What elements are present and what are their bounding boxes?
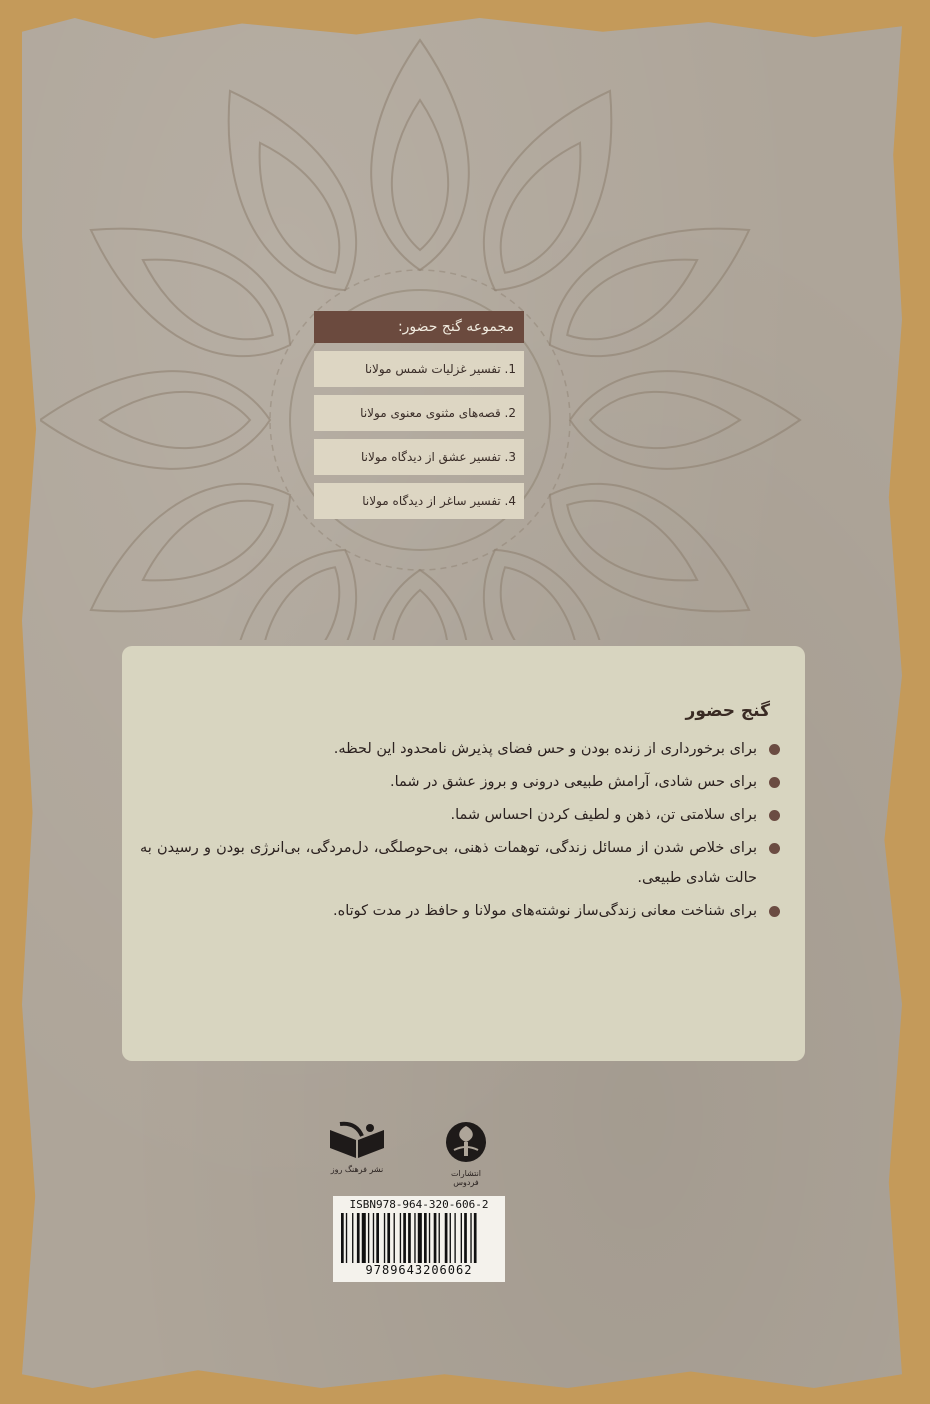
series-item-2: 2. قصه‌های مثنوی معنوی مولانا: [314, 395, 524, 431]
bullet-dot-icon: [769, 777, 780, 788]
barcode-bars: [339, 1213, 499, 1263]
bullet-text: برای سلامتی تن، ذهن و لطیف کردن احساس شما.: [450, 807, 757, 823]
series-item-4: 4. تفسیر ساغر از دیدگاه مولانا: [314, 483, 524, 519]
farhang-publisher-logo: [322, 1120, 392, 1174]
bullet-item: [140, 896, 780, 926]
bullet-text: برای شناخت معانی زندگی‌ساز نوشته‌های مولانا و حافظ در مدت کوتاه.: [333, 903, 757, 919]
bullet-dot-icon: [769, 744, 780, 755]
isbn-barcode: [333, 1196, 505, 1282]
ferdos-publisher-logo: [441, 1120, 491, 1187]
ferdos-logo-icon: [444, 1120, 488, 1164]
bullet-dot-icon: [769, 843, 780, 854]
series-list: [314, 311, 524, 519]
open-book-icon: [326, 1120, 388, 1160]
bullet-item: [140, 734, 780, 764]
bullet-text: برای برخورداری از زنده بودن و حس فضای پذیرش نامحدود این لحظه.: [333, 741, 757, 757]
bullet-item: [140, 767, 780, 797]
bullet-item: [140, 833, 780, 893]
bullet-text: برای حس شادی، آرامش طبیعی درونی و بروز عشق در شما.: [389, 774, 757, 790]
description-title: گنج حضور: [685, 701, 770, 721]
description-bullets: [140, 734, 780, 929]
description-panel: [122, 646, 805, 1061]
barcode-number: 9789643206062: [365, 1263, 473, 1277]
bullet-dot-icon: [769, 906, 780, 917]
ferdos-caption: انتشارات فردوس: [450, 1169, 482, 1187]
series-title: مجموعه گنج حضور:: [314, 311, 524, 343]
isbn-text: ISBN978-964-320-606-2: [349, 1198, 489, 1211]
bullet-text: برای خلاص شدن از مسائل زندگی، توهمات ذهنی، بی‌حوصلگی، دل‌مردگی، بی‌انرژی بودن و رسیدن به حالت شادی طبیعی.: [140, 840, 757, 886]
farhang-caption: نشر فرهنگ روز: [330, 1165, 384, 1174]
series-item-3: 3. تفسیر عشق از دیدگاه مولانا: [314, 439, 524, 475]
series-item-1: 1. تفسیر غزلیات شمس مولانا: [314, 351, 524, 387]
bullet-dot-icon: [769, 810, 780, 821]
bullet-item: [140, 800, 780, 830]
